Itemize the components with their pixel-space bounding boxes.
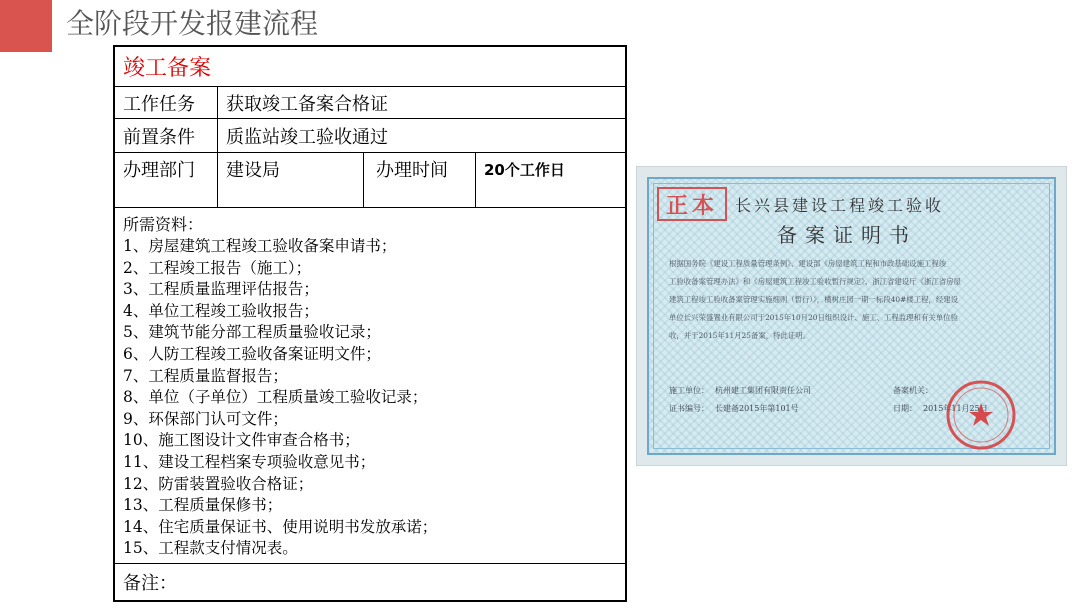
materials-item: 13、工程质量保修书； (123, 496, 283, 515)
time-label: 办理时间 (364, 153, 476, 207)
task-value: 获取竣工备案合格证 (226, 93, 388, 115)
official-seal-icon (945, 379, 1017, 451)
acceptance-certificate-image (636, 166, 1067, 466)
materials-item: 3、工程质量监理评估报告； (123, 280, 319, 299)
materials-row (115, 208, 625, 564)
builder-value: 杭州建工集团有限责任公司 (715, 386, 811, 395)
certificate-body-line: 单位长兴荣盛置业有限公司于2015年10月20日组织设计、施工、工程监理和有关单位验 (669, 313, 958, 322)
materials-block (123, 214, 621, 560)
task-row (115, 87, 625, 119)
slide-title: 全阶段开发报建流程 (66, 7, 319, 40)
certificate-title-line2: 备案证明书 (777, 223, 917, 247)
certificate-title-line1: 长兴县建设工程竣工验收 (735, 196, 945, 215)
builder-label: 施工单位： (669, 386, 709, 395)
department-label: 办理部门 (115, 153, 218, 207)
certificate-body-line: 收，并于2015年11月25备案，特此证明。 (669, 331, 811, 340)
certificate-body (669, 255, 1040, 345)
remarks-label: 备注： (123, 573, 177, 594)
materials-item: 2、工程竣工报告（施工）； (123, 258, 312, 277)
materials-item: 10、施工图设计文件审查合格书； (123, 431, 360, 450)
materials-item: 15、工程款支付情况表。 (123, 539, 298, 558)
form-heading: 竣工备案 (123, 56, 212, 81)
materials-item: 6、人防工程竣工验收备案证明文件； (123, 344, 381, 363)
materials-item: 11、建设工程档案专项验收意见书； (123, 452, 376, 471)
materials-title: 所需资料： (123, 215, 204, 234)
certificate-border (647, 177, 1056, 455)
time-value: 20个工作日 (484, 161, 565, 179)
title-accent-block (0, 0, 52, 52)
precondition-label: 前置条件 (115, 119, 218, 152)
precondition-value: 质监站竣工验收通过 (226, 126, 388, 148)
date-label: 日期： (893, 404, 917, 413)
certificate-body-line: 根据国务院《建设工程质量管理条例》、建设部《房屋建筑工程和市政基础设施工程竣 (669, 259, 947, 268)
authority-label: 备案机关： (893, 386, 933, 395)
materials-item: 4、单位工程竣工验收报告； (123, 301, 319, 320)
certificate-body-line: 工验收备案管理办法》和《房屋建筑工程竣工验收暂行规定》、浙江省建设厅《浙江省房屋 (669, 277, 961, 286)
original-copy-stamp: 正本 (657, 187, 727, 221)
precondition-row (115, 119, 625, 153)
certificate-body-line: 建筑工程竣工验收备案管理实施细则（暂行）》，横树庄园一期一标段40#楼工程，经建设 (669, 295, 959, 304)
materials-item: 8、单位（子单位）工程质量竣工验收记录； (123, 388, 428, 407)
cert-no-label: 证书编号： (669, 404, 709, 413)
remarks-row (115, 564, 625, 600)
department-value: 建设局 (218, 153, 364, 207)
cert-no-value: 长建备2015年第101号 (715, 404, 799, 413)
materials-list (123, 236, 621, 560)
department-time-row (115, 153, 625, 208)
task-label: 工作任务 (115, 87, 218, 118)
form-heading-row (115, 47, 625, 87)
materials-item: 1、房屋建筑工程竣工验收备案申请书； (123, 237, 397, 255)
materials-item: 14、住宅质量保证书、使用说明书发放承诺； (123, 517, 438, 536)
date-value: 2015年11月25日 (923, 404, 988, 413)
materials-item: 7、工程质量监督报告； (123, 366, 288, 385)
materials-item: 9、环保部门认可文件； (123, 409, 288, 428)
procedure-form (113, 45, 627, 602)
materials-item: 5、建筑节能分部工程质量验收记录； (123, 323, 381, 342)
materials-item: 12、防雷装置验收合格证； (123, 474, 314, 493)
